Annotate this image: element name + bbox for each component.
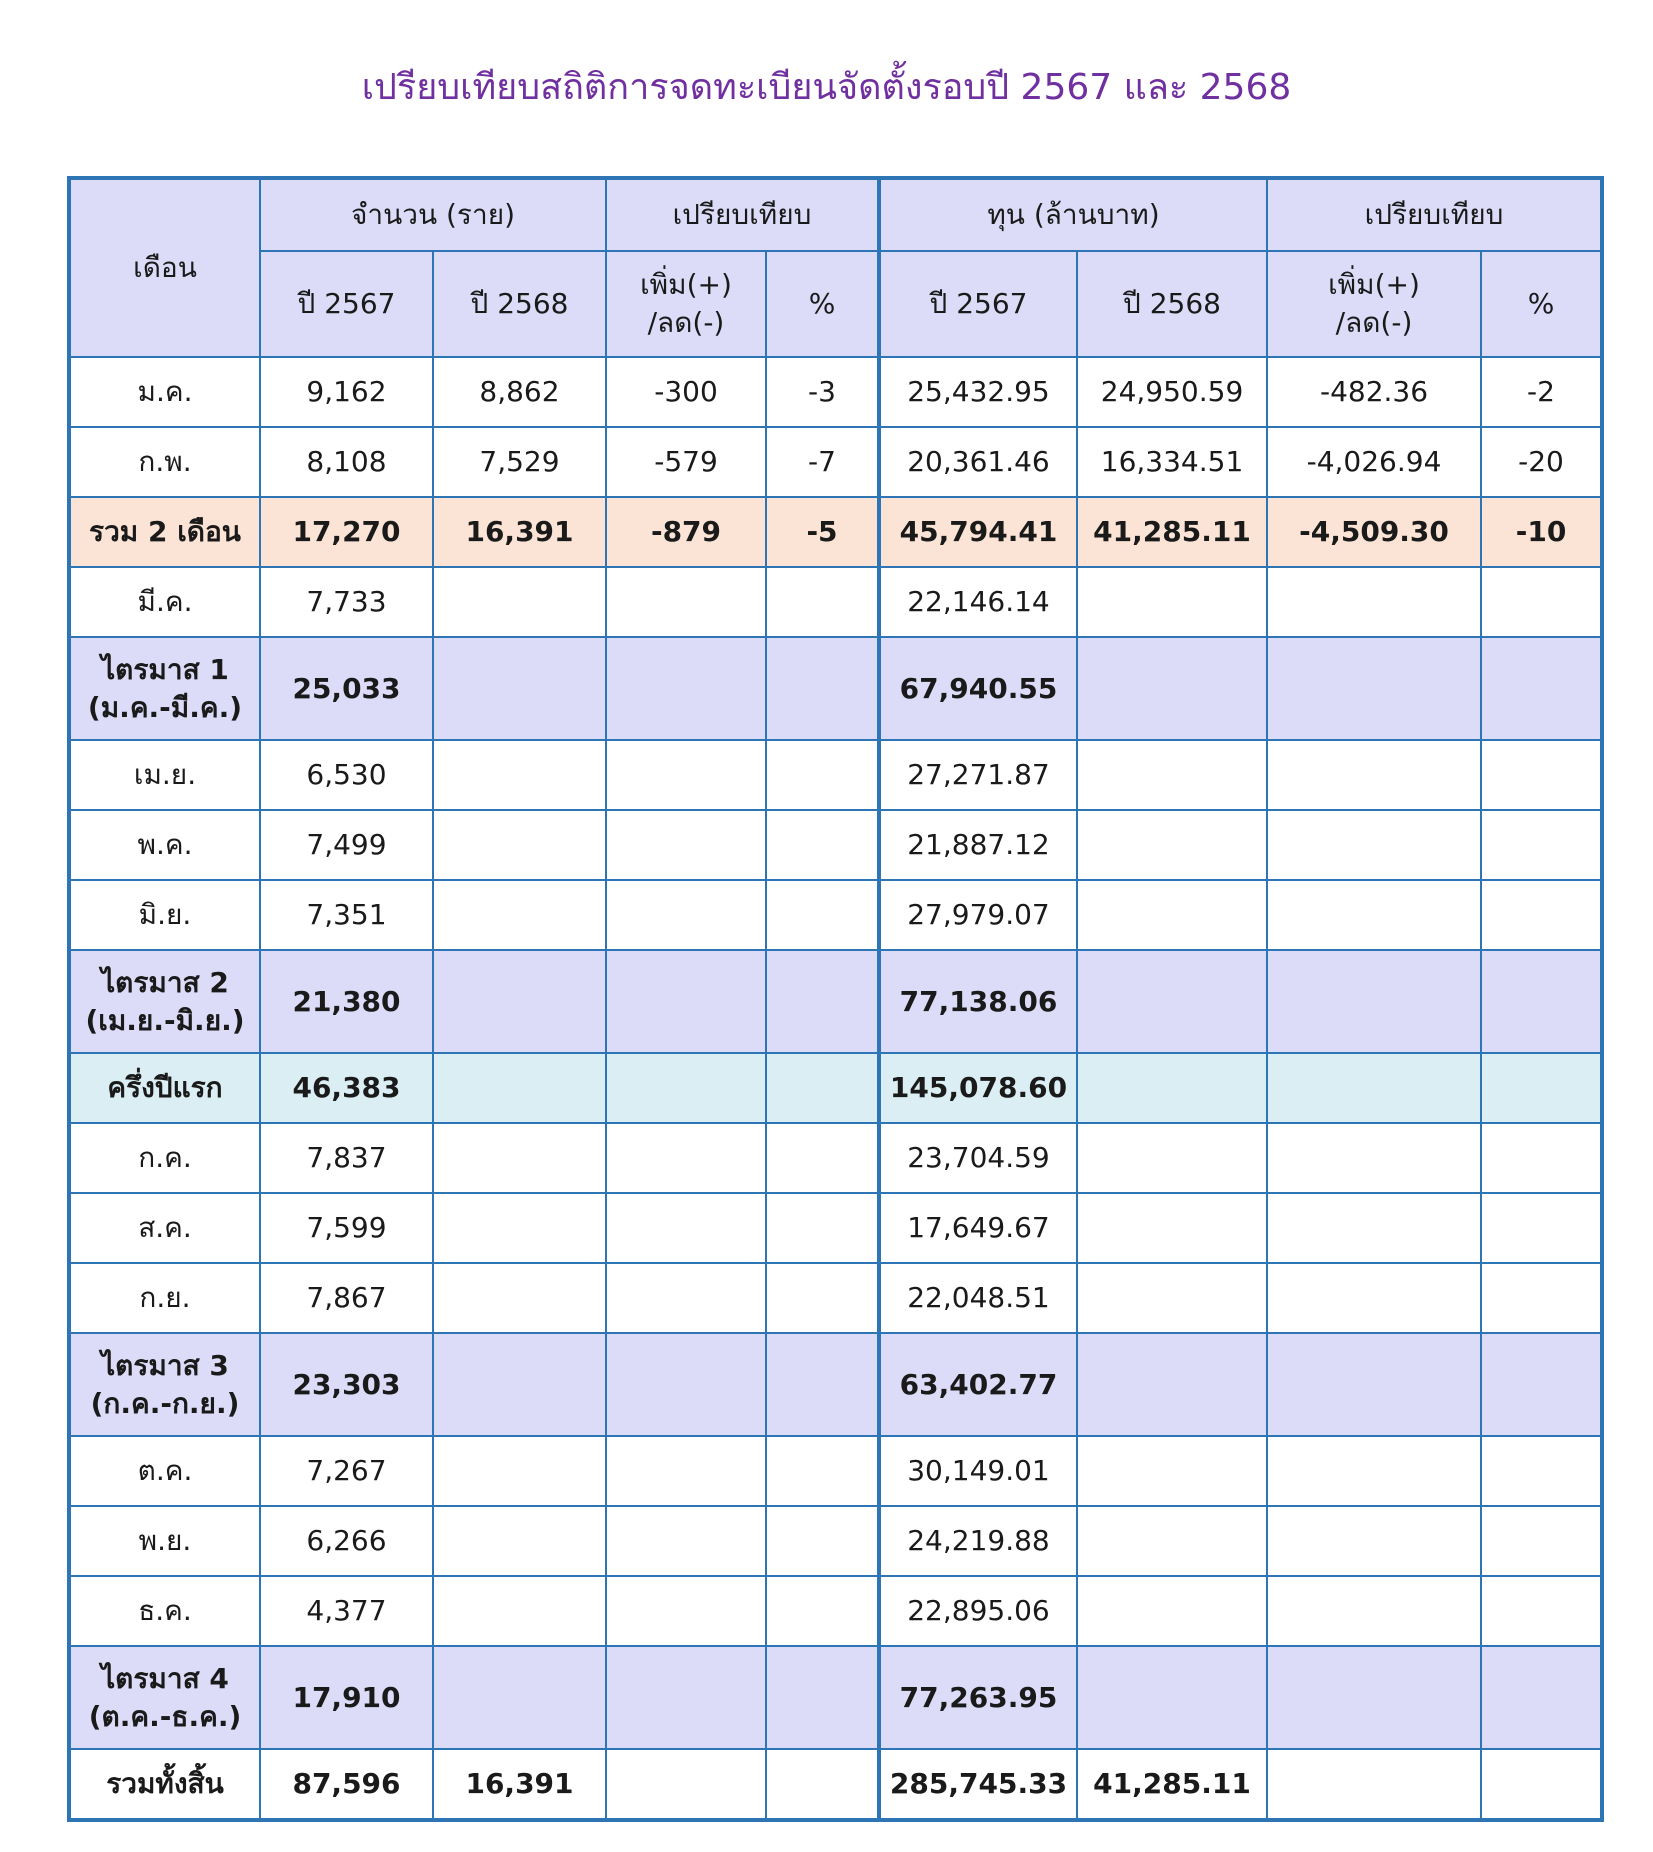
table-row — [69, 497, 1602, 567]
header-count-percent: % — [766, 251, 879, 357]
count-change-cell — [606, 1053, 766, 1123]
capital-2567-cell: 77,263.95 — [879, 1646, 1077, 1749]
count-2567-cell: 6,530 — [260, 740, 433, 810]
count-2568-cell — [433, 1123, 606, 1193]
count-percent-cell — [766, 950, 879, 1053]
count-percent-cell: -7 — [766, 427, 879, 497]
capital-change-cell — [1267, 1193, 1481, 1263]
table-row — [69, 1646, 1602, 1749]
count-2568-cell — [433, 1646, 606, 1749]
header-row-sub — [69, 251, 1602, 357]
count-change-cell — [606, 1506, 766, 1576]
capital-2567-cell: 17,649.67 — [879, 1193, 1077, 1263]
count-2567-cell: 17,270 — [260, 497, 433, 567]
table-row — [69, 1436, 1602, 1506]
capital-2567-cell: 21,887.12 — [879, 810, 1077, 880]
capital-2567-cell: 22,146.14 — [879, 567, 1077, 637]
count-percent-cell — [766, 637, 879, 740]
count-2568-cell: 16,391 — [433, 497, 606, 567]
table-row — [69, 637, 1602, 740]
count-2568-cell: 7,529 — [433, 427, 606, 497]
capital-2568-cell: 16,334.51 — [1077, 427, 1267, 497]
count-2568-cell — [433, 1436, 606, 1506]
page-title: เปรียบเทียบสถิติการจดทะเบียนจัดตั้งรอบปี 2567 และ 2568 — [361, 67, 1292, 108]
count-2568-cell — [433, 1263, 606, 1333]
count-percent-cell — [766, 567, 879, 637]
capital-change-cell — [1267, 740, 1481, 810]
table-row — [69, 1749, 1602, 1820]
capital-2568-cell — [1077, 740, 1267, 810]
header-compare-count: เปรียบเทียบ — [606, 178, 879, 251]
capital-2568-cell: 24,950.59 — [1077, 357, 1267, 427]
month-cell: รวม 2 เดือน — [69, 497, 260, 567]
table-row — [69, 950, 1602, 1053]
count-2567-cell: 9,162 — [260, 357, 433, 427]
capital-2567-cell: 285,745.33 — [879, 1749, 1077, 1820]
month-cell: ก.ย. — [69, 1263, 260, 1333]
table-row — [69, 1576, 1602, 1646]
count-2567-cell: 7,351 — [260, 880, 433, 950]
table-row — [69, 1053, 1602, 1123]
capital-change-cell: -482.36 — [1267, 357, 1481, 427]
capital-percent-cell — [1481, 1436, 1602, 1506]
capital-percent-cell: -2 — [1481, 357, 1602, 427]
capital-2568-cell — [1077, 1576, 1267, 1646]
count-2567-cell: 8,108 — [260, 427, 433, 497]
capital-2567-cell: 45,794.41 — [879, 497, 1077, 567]
header-count-change: เพิ่ม(+) /ลด(-) — [606, 251, 766, 357]
capital-change-cell — [1267, 1646, 1481, 1749]
capital-percent-cell — [1481, 1333, 1602, 1436]
count-percent-cell — [766, 1123, 879, 1193]
table-row — [69, 567, 1602, 637]
header-capital-percent: % — [1481, 251, 1602, 357]
count-2567-cell: 7,267 — [260, 1436, 433, 1506]
capital-percent-cell — [1481, 1193, 1602, 1263]
capital-percent-cell — [1481, 1749, 1602, 1820]
capital-change-cell — [1267, 950, 1481, 1053]
capital-2567-cell: 20,361.46 — [879, 427, 1077, 497]
table-row — [69, 1123, 1602, 1193]
capital-2568-cell — [1077, 1263, 1267, 1333]
capital-2568-cell — [1077, 1053, 1267, 1123]
capital-percent-cell — [1481, 637, 1602, 740]
table-row — [69, 880, 1602, 950]
count-percent-cell — [766, 1576, 879, 1646]
capital-change-cell — [1267, 1123, 1481, 1193]
count-2567-cell: 25,033 — [260, 637, 433, 740]
capital-percent-cell: -20 — [1481, 427, 1602, 497]
capital-change-cell — [1267, 1333, 1481, 1436]
count-change-cell — [606, 1333, 766, 1436]
count-percent-cell: -5 — [766, 497, 879, 567]
capital-2567-cell: 63,402.77 — [879, 1333, 1077, 1436]
count-percent-cell — [766, 1749, 879, 1820]
count-change-cell — [606, 1749, 766, 1820]
month-cell: รวมทั้งสิ้น — [69, 1749, 260, 1820]
table-row — [69, 810, 1602, 880]
count-2568-cell — [433, 740, 606, 810]
month-cell: ธ.ค. — [69, 1576, 260, 1646]
capital-2568-cell — [1077, 950, 1267, 1053]
capital-2568-cell — [1077, 1193, 1267, 1263]
capital-2568-cell — [1077, 1333, 1267, 1436]
count-2568-cell — [433, 880, 606, 950]
capital-change-cell — [1267, 810, 1481, 880]
month-cell: ก.พ. — [69, 427, 260, 497]
statistics-table — [67, 176, 1604, 1822]
month-cell: ส.ค. — [69, 1193, 260, 1263]
capital-2567-cell: 27,271.87 — [879, 740, 1077, 810]
count-percent-cell — [766, 1436, 879, 1506]
count-2568-cell: 16,391 — [433, 1749, 606, 1820]
count-2568-cell: 8,862 — [433, 357, 606, 427]
month-cell: ไตรมาส 3 (ก.ค.-ก.ย.) — [69, 1333, 260, 1436]
table-row — [69, 357, 1602, 427]
capital-2568-cell — [1077, 810, 1267, 880]
count-change-cell — [606, 637, 766, 740]
count-2567-cell: 17,910 — [260, 1646, 433, 1749]
count-2567-cell: 87,596 — [260, 1749, 433, 1820]
count-2568-cell — [433, 1506, 606, 1576]
header-count-2567: ปี 2567 — [260, 251, 433, 357]
capital-2568-cell — [1077, 637, 1267, 740]
month-cell: เม.ย. — [69, 740, 260, 810]
capital-percent-cell — [1481, 567, 1602, 637]
month-cell: ม.ค. — [69, 357, 260, 427]
table-row — [69, 1333, 1602, 1436]
capital-2568-cell — [1077, 880, 1267, 950]
capital-change-cell: -4,026.94 — [1267, 427, 1481, 497]
header-capital-group: ทุน (ล้านบาท) — [879, 178, 1267, 251]
count-percent-cell — [766, 1263, 879, 1333]
capital-2568-cell — [1077, 1646, 1267, 1749]
capital-change-cell — [1267, 880, 1481, 950]
count-2567-cell: 7,599 — [260, 1193, 433, 1263]
count-2567-cell: 46,383 — [260, 1053, 433, 1123]
count-change-cell: -579 — [606, 427, 766, 497]
count-2568-cell — [433, 1193, 606, 1263]
count-percent-cell — [766, 1193, 879, 1263]
count-2567-cell: 7,733 — [260, 567, 433, 637]
count-2568-cell — [433, 637, 606, 740]
month-cell: มิ.ย. — [69, 880, 260, 950]
capital-2568-cell — [1077, 1436, 1267, 1506]
capital-change-cell — [1267, 1576, 1481, 1646]
count-percent-cell — [766, 1506, 879, 1576]
header-capital-2568: ปี 2568 — [1077, 251, 1267, 357]
table-row — [69, 1193, 1602, 1263]
count-percent-cell — [766, 1333, 879, 1436]
month-cell: ต.ค. — [69, 1436, 260, 1506]
table-row — [69, 740, 1602, 810]
capital-percent-cell: -10 — [1481, 497, 1602, 567]
count-2567-cell: 7,837 — [260, 1123, 433, 1193]
capital-percent-cell — [1481, 740, 1602, 810]
count-change-cell — [606, 1576, 766, 1646]
capital-percent-cell — [1481, 880, 1602, 950]
count-percent-cell — [766, 740, 879, 810]
header-compare-capital: เปรียบเทียบ — [1267, 178, 1602, 251]
capital-percent-cell — [1481, 1576, 1602, 1646]
count-2568-cell — [433, 1576, 606, 1646]
count-change-cell: -879 — [606, 497, 766, 567]
count-2567-cell: 23,303 — [260, 1333, 433, 1436]
count-percent-cell — [766, 880, 879, 950]
count-change-cell — [606, 1436, 766, 1506]
capital-2568-cell — [1077, 1506, 1267, 1576]
capital-2567-cell: 22,048.51 — [879, 1263, 1077, 1333]
count-2568-cell — [433, 1333, 606, 1436]
count-change-cell — [606, 740, 766, 810]
capital-percent-cell — [1481, 1053, 1602, 1123]
month-cell: พ.ค. — [69, 810, 260, 880]
count-2567-cell: 7,867 — [260, 1263, 433, 1333]
count-change-cell: -300 — [606, 357, 766, 427]
count-2568-cell — [433, 1053, 606, 1123]
month-cell: ก.ค. — [69, 1123, 260, 1193]
count-2567-cell: 7,499 — [260, 810, 433, 880]
capital-change-cell — [1267, 1053, 1481, 1123]
count-2568-cell — [433, 950, 606, 1053]
capital-change-cell — [1267, 637, 1481, 740]
count-change-cell — [606, 1263, 766, 1333]
month-cell: ไตรมาส 2 (เม.ย.-มิ.ย.) — [69, 950, 260, 1053]
capital-2568-cell: 41,285.11 — [1077, 497, 1267, 567]
header-capital-2567: ปี 2567 — [879, 251, 1077, 357]
capital-2568-cell — [1077, 567, 1267, 637]
capital-percent-cell — [1481, 1506, 1602, 1576]
capital-2567-cell: 77,138.06 — [879, 950, 1077, 1053]
capital-change-cell — [1267, 1263, 1481, 1333]
count-change-cell — [606, 1193, 766, 1263]
month-cell: พ.ย. — [69, 1506, 260, 1576]
capital-change-cell — [1267, 567, 1481, 637]
capital-percent-cell — [1481, 1263, 1602, 1333]
capital-2568-cell: 41,285.11 — [1077, 1749, 1267, 1820]
header-count-group: จำนวน (ราย) — [260, 178, 606, 251]
count-percent-cell — [766, 810, 879, 880]
header-row-top — [69, 178, 1602, 251]
capital-2567-cell: 30,149.01 — [879, 1436, 1077, 1506]
capital-2567-cell: 22,895.06 — [879, 1576, 1077, 1646]
count-change-cell — [606, 567, 766, 637]
count-percent-cell: -3 — [766, 357, 879, 427]
count-2568-cell — [433, 810, 606, 880]
table-row — [69, 1506, 1602, 1576]
capital-percent-cell — [1481, 1123, 1602, 1193]
capital-change-cell — [1267, 1749, 1481, 1820]
month-cell: ไตรมาส 4 (ต.ค.-ธ.ค.) — [69, 1646, 260, 1749]
count-percent-cell — [766, 1053, 879, 1123]
month-cell: ครึ่งปีแรก — [69, 1053, 260, 1123]
count-2567-cell: 6,266 — [260, 1506, 433, 1576]
count-2568-cell — [433, 567, 606, 637]
table-row — [69, 427, 1602, 497]
capital-change-cell — [1267, 1506, 1481, 1576]
capital-percent-cell — [1481, 950, 1602, 1053]
count-change-cell — [606, 810, 766, 880]
capital-2567-cell: 25,432.95 — [879, 357, 1077, 427]
capital-percent-cell — [1481, 810, 1602, 880]
count-percent-cell — [766, 1646, 879, 1749]
count-change-cell — [606, 1646, 766, 1749]
header-count-2568: ปี 2568 — [433, 251, 606, 357]
capital-change-cell: -4,509.30 — [1267, 497, 1481, 567]
count-2567-cell: 4,377 — [260, 1576, 433, 1646]
count-2567-cell: 21,380 — [260, 950, 433, 1053]
month-cell: ไตรมาส 1 (ม.ค.-มี.ค.) — [69, 637, 260, 740]
capital-change-cell — [1267, 1436, 1481, 1506]
header-month: เดือน — [69, 178, 260, 357]
capital-2568-cell — [1077, 1123, 1267, 1193]
capital-2567-cell: 27,979.07 — [879, 880, 1077, 950]
count-change-cell — [606, 950, 766, 1053]
capital-2567-cell: 24,219.88 — [879, 1506, 1077, 1576]
capital-2567-cell: 145,078.60 — [879, 1053, 1077, 1123]
capital-2567-cell: 67,940.55 — [879, 637, 1077, 740]
count-change-cell — [606, 880, 766, 950]
capital-2567-cell: 23,704.59 — [879, 1123, 1077, 1193]
capital-percent-cell — [1481, 1646, 1602, 1749]
count-change-cell — [606, 1123, 766, 1193]
header-capital-change: เพิ่ม(+) /ลด(-) — [1267, 251, 1481, 357]
table-row — [69, 1263, 1602, 1333]
month-cell: มี.ค. — [69, 567, 260, 637]
